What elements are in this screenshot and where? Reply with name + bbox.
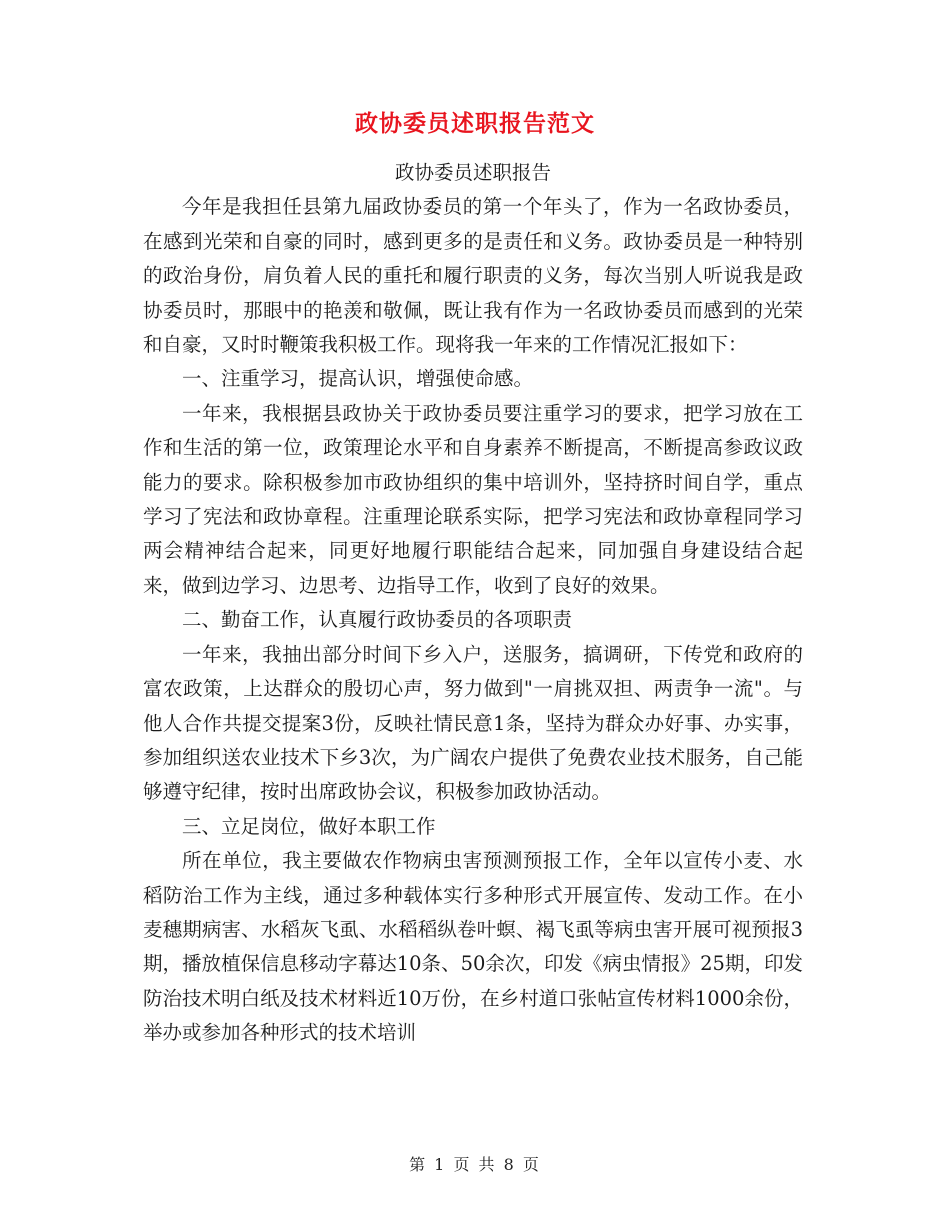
- paragraph-intro: 今年是我担任县第九届政协委员的第一个年头了，作为一名政协委员，在感到光荣和自豪的同时，感到更多的是责任和义务。政协委员是一种特别的政治身份，肩负着人民的重托和履行职责的义务，每次当别人听说我是政协委员时，那眼中的艳羡和敬佩，既让我有作为一名政协委员而感到的光荣和自豪，又时时鞭策我积极工作。现将我一年来的工作情况汇报如下：: [143, 195, 803, 357]
- section-heading-2: 二、勤奋工作，认真履行政协委员的各项职责: [182, 608, 573, 632]
- page-number-footer: 第 1 页 共 8 页: [409, 1155, 541, 1174]
- document-body: [143, 156, 803, 1051]
- document-title: 政协委员述职报告范文: [355, 110, 595, 137]
- paragraph-section-3: 所在单位，我主要做农作物病虫害预测预报工作，全年以宣传小麦、水稻防治工作为主线，通过多种载体实行多种形式开展宣传、发动工作。在小麦穗期病害、水稻灰飞虱、水稻稻纵卷叶螟、褐飞虱等病虫害开展可视预报3期，播放植保信息移动字幕达10条、50余次，印发《病虫情报》25期，印发防治技术明白纸及技术材料近10万份，在乡村道口张帖宣传材料1000余份，举办或参加各种形式的技术培训: [143, 849, 803, 1045]
- document-subtitle: 政协委员述职报告: [394, 161, 551, 184]
- paragraph-section-1: 一年来，我根据县政协关于政协委员要注重学习的要求，把学习放在工作和生活的第一位，政策理论水平和自身素养不断提高，不断提高参政议政能力的要求。除积极参加市政协组织的集中培训外，坚持挤时间自学，重点学习了宪法和政协章程。注重理论联系实际，把学习宪法和政协章程同学习两会精神结合起来，同更好地履行职能结合起来，同加强自身建设结合起来，做到边学习、边思考、边指导工作，收到了良好的效果。: [143, 401, 803, 597]
- paragraph-section-2: 一年来，我抽出部分时间下乡入户，送服务，搞调研，下传党和政府的富农政策，上达群众的殷切心声，努力做到"一肩挑双担、两责争一流"。与他人合作共提交提案3份，反映社情民意1条，坚持为群众办好事、办实事，参加组织送农业技术下乡3次，为广阔农户提供了免费农业技术服务，自己能够遵守纪律，按时出席政协会议，积极参加政协活动。: [143, 642, 803, 804]
- section-heading-1: 一、注重学习，提高认识，增强使命感。: [182, 367, 534, 391]
- section-heading-3: 三、立足岗位，做好本职工作: [182, 814, 436, 838]
